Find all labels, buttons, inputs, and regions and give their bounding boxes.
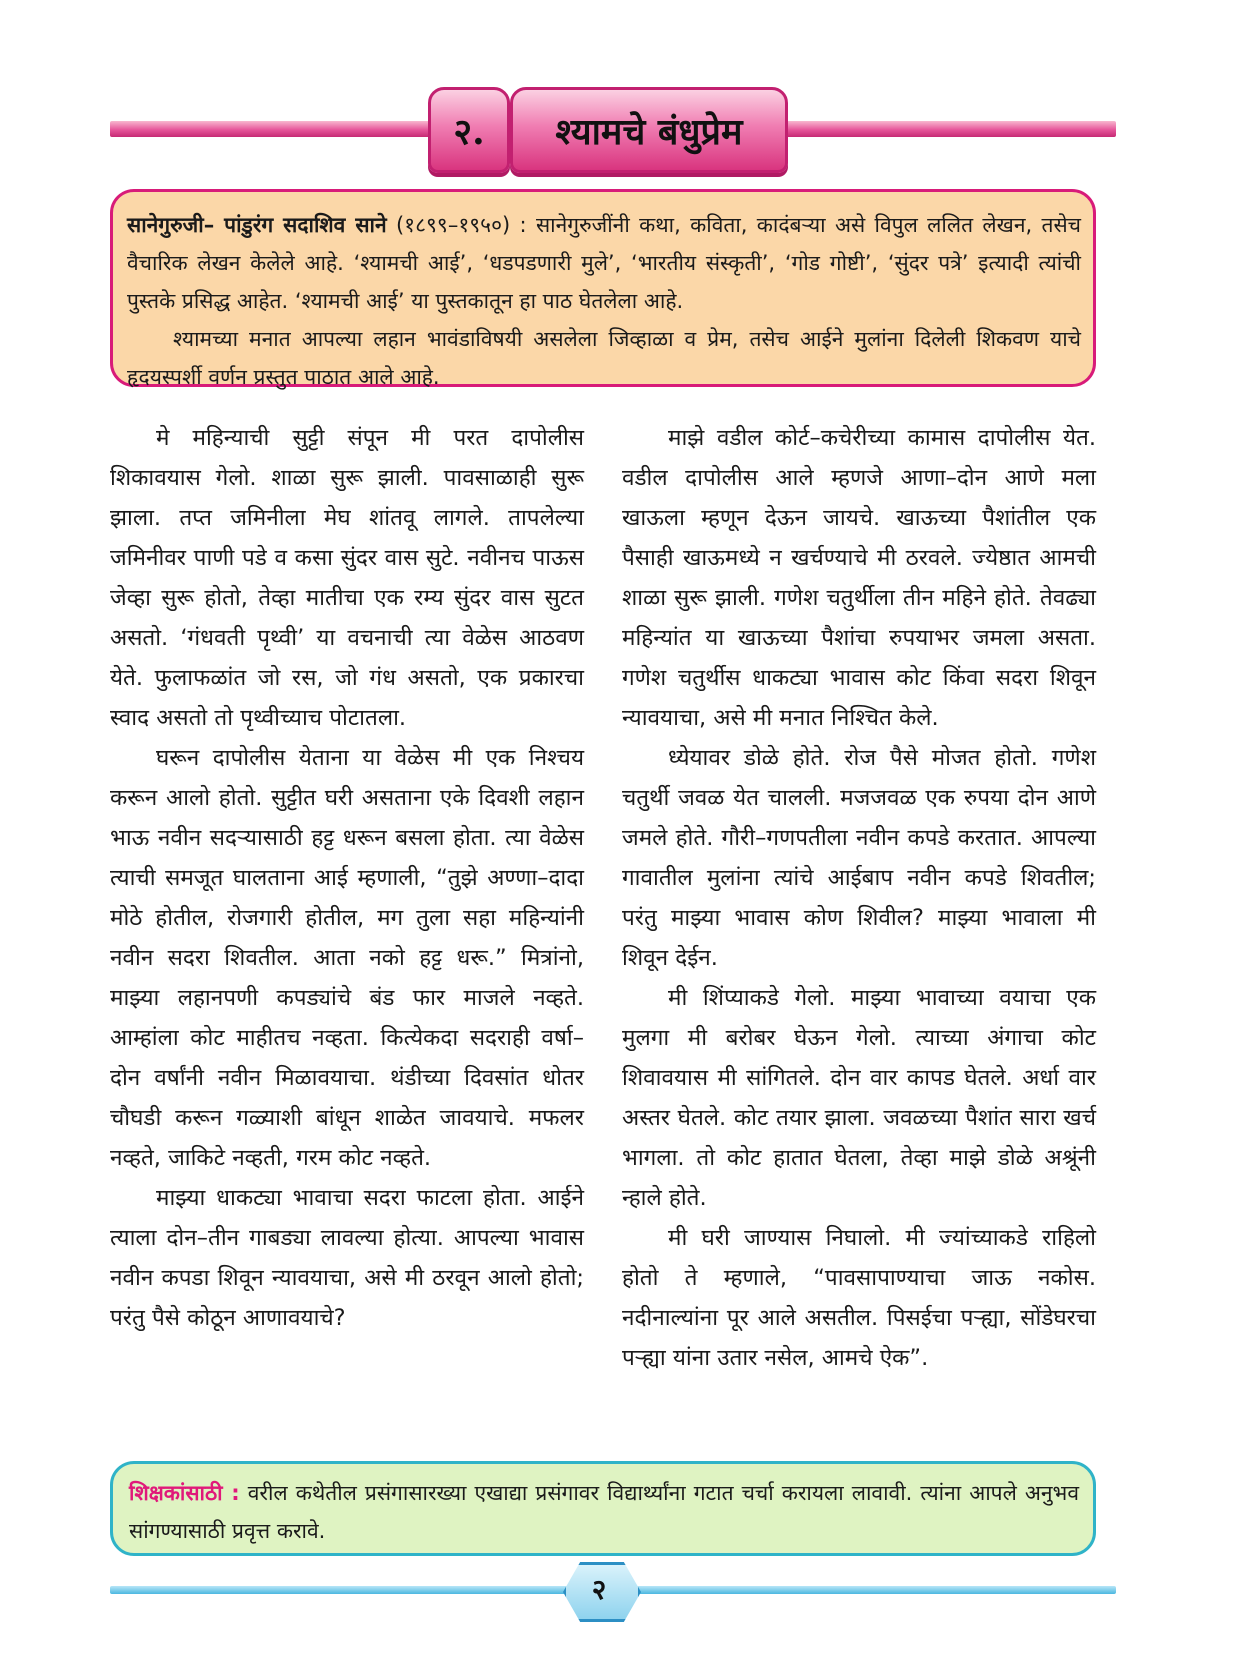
story-paragraph: ध्येयावर डोळे होते. रोज पैसे मोजत होतो. गणेश चतुर्थी जवळ येत चालली. मजजवळ एक रुपया दोन आणे जमले होते. गौरी–गणपतीला नवीन कपडे करतात. आपल्या गावातील मुलांना त्यांचे आईबाप नवीन कपडे शिवतील; परंतु माझ्या भावास कोण शिवील? माझ्या भावाला मी शिवून देईन. [622, 745, 1096, 971]
story-paragraph: मे महिन्याची सुट्टी संपून मी परत दापोलीस शिकावयास गेलो. शाळा सुरू झाली. पावसाळाही सुरू झाला. तप्त जमिनीला मेघ शांतवू लागले. तापलेल्या जमिनीवर पाणी पडे व कसा सुंदर वास सुटे. नवीनच पाऊस जेव्हा सुरू होतो, तेव्हा मातीचा एक रम्य सुंदर वास सुटत असतो. ‘गंधवती पृथ्वी’ या वचनाची त्या वेळेस आठवण येते. फुलाफळांत जो रस, जो गंध असतो, एक प्रकारचा स्वाद असतो तो पृथ्वीच्याच पोटातला. [110, 425, 584, 731]
story-paragraph: घरून दापोलीस येताना या वेळेस मी एक निश्चय करून आलो होतो. सुट्टीत घरी असताना एके दिवशी लहान भाऊ नवीन सदऱ्यासाठी हट्ट धरून बसला होता. त्या वेळेस त्याची समजूत घालताना आई म्हणाली, “तुझे अण्णा–दादा मोठे होतील, रोजगारी होतील, मग तुला सहा महिन्यांनी नवीन सदरा शिवतील. आता नको हट्ट धरू.” मित्रांनो, माझ्या लहानपणी कपड्यांचे बंड फार माजले नव्हते. आम्हांला कोट माहीतच नव्हता. कित्येकदा सदराही वर्षा–दोन वर्षांनी नवीन मिळावयाचा. थंडीच्या दिवसांत धोतर चौघडी करून गळ्याशी बांधून शाळेत जावयाचे. मफलर नव्हते, जाकिटे नव्हती, गरम कोट नव्हते. [110, 745, 584, 1171]
story-paragraph: माझ्या धाकट्या भावाचा सदरा फाटला होता. आईने त्याला दोन–तीन गाबड्या लावल्या होत्या. आपल्या भावास नवीन कपडा शिवून न्यावयाचा, असे मी ठरवून आलो होतो; परंतु पैसे कोठून आणावयाचे? [110, 1185, 584, 1331]
teacher-note-box [110, 1461, 1096, 1556]
lesson-summary: श्यामच्या मनात आपल्या लहान भावंडाविषयी असलेला जिव्हाळा व प्रेम, तसेच आईने मुलांना दिलेली शिकवण याचे हृदयस्पर्शी वर्णन प्रस्तुत पाठात आले आहे. [127, 327, 1081, 389]
author-name: सानेगुरुजी– पांडुरंग सदाशिव साने [127, 213, 387, 237]
teacher-note-label: शिक्षकांसाठी : [129, 1481, 240, 1505]
left-column [110, 418, 584, 1338]
right-column [622, 418, 1096, 1378]
story-paragraph: माझे वडील कोर्ट–कचेरीच्या कामास दापोलीस येत. वडील दापोलीस आले म्हणजे आणा–दोन आणे मला खाऊला म्हणून देऊन जायचे. खाऊच्या पैशांतील एक पैसाही खाऊमध्ये न खर्चण्याचे मी ठरवले. ज्येष्ठात आमची शाळा सुरू झाली. गणेश चतुर्थीला तीन महिने होते. तेवढ्या महिन्यांत या खाऊच्या पैशांचा रुपयाभर जमला असता. गणेश चतुर्थीस धाकट्या भावास कोट किंवा सदरा शिवून न्यावयाचा, असे मी मनात निश्चित केले. [622, 425, 1096, 731]
teacher-note-text: वरील कथेतील प्रसंगासारख्या एखाद्या प्रसंगावर विद्यार्थ्यांना गटात चर्चा करायला लावावी. त्यांना आपले अनुभव सांगण्यासाठी प्रवृत्त करावे. [129, 1481, 1079, 1543]
page-number: २ [591, 1573, 607, 1606]
chapter-title: श्यामचे बंधुप्रेम [510, 87, 788, 173]
author-intro-box [110, 189, 1096, 387]
author-details: (१८९९–१९५०) : सानेगुरुजींनी कथा, कविता, कादंबऱ्या असे विपुल ललित लेखन, तसेच वैचारिक लेखन केलेले आहे. ‘श्यामची आई’, ‘धडपडणारी मुले’, ‘भारतीय संस्कृती’, ‘गोड गोष्टी’, ‘सुंदर पत्रे’ इत्यादी त्यांची पुस्तके प्रसिद्ध आहेत. ‘श्यामची आई’ या पुस्तकातून हा पाठ घेतलेला आहे. [127, 213, 1081, 313]
chapter-number: २. [428, 87, 510, 173]
author-paragraph [127, 206, 1081, 320]
story-paragraph: मी शिंप्याकडे गेलो. माझ्या भावाच्या वयाचा एक मुलगा मी बरोबर घेऊन गेलो. त्याच्या अंगाचा कोट शिवावयास मी सांगितले. दोन वार कापड घेतले. अर्धा वार अस्तर घेतले. कोट तयार झाला. जवळच्या पैशांत सारा खर्च भागला. तो कोट हातात घेतला, तेव्हा माझे डोळे अश्रूंनी न्हाले होते. [622, 985, 1096, 1211]
story-paragraph: मी घरी जाण्यास निघालो. मी ज्यांच्याकडे राहिलो होतो ते म्हणाले, “पावसापाण्याचा जाऊ नकोस. नदीनाल्यांना पूर आले असतील. पिसईचा पऱ्ह्या, सोंडेघरचा पऱ्ह्या यांना उतार नसेल, आमचे ऐक”. [622, 1225, 1096, 1371]
